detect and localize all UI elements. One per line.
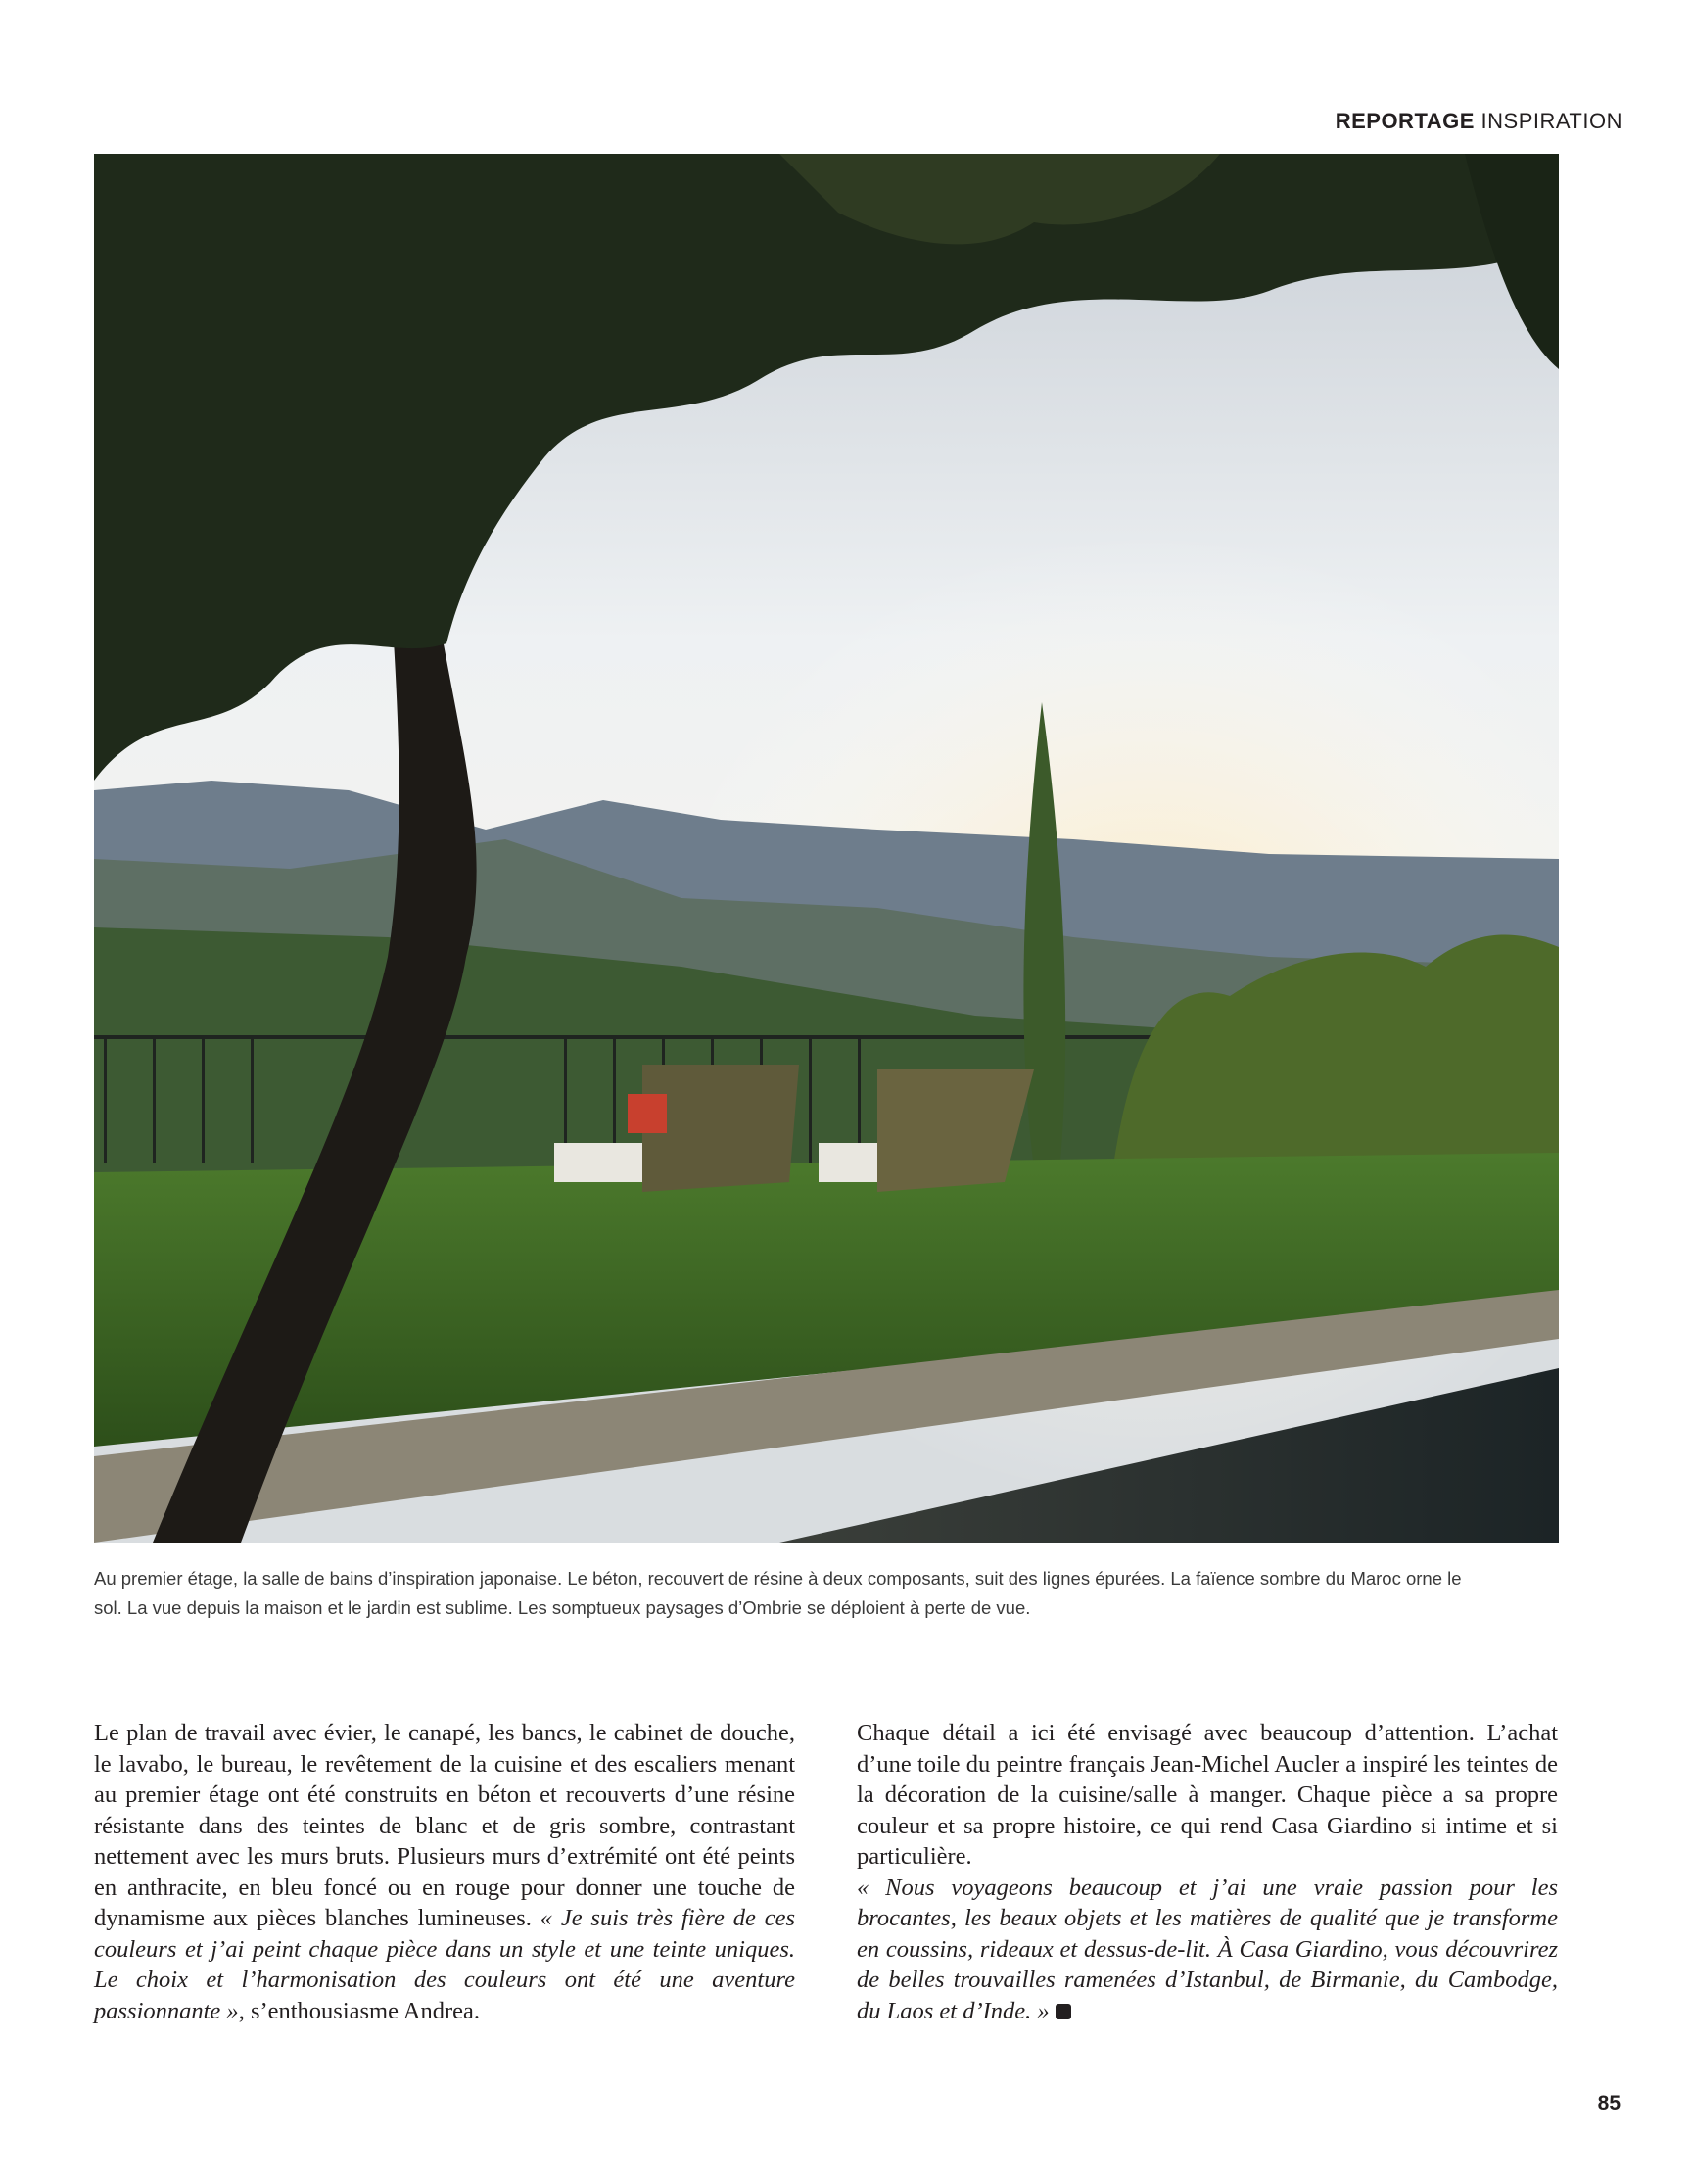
header-subsection: INSPIRATION bbox=[1480, 109, 1622, 133]
garden-view-photo bbox=[94, 154, 1559, 1543]
article-column-left bbox=[94, 1718, 795, 2026]
running-header bbox=[1336, 109, 1622, 134]
photo-caption: Au premier étage, la salle de bains d’inspiration japonaise. Le béton, recouvert de résine à deux composants, suit des lignes épurées. La faïence sombre du Maroc orne le sol. La vue depuis la maison et le jardin est sublime. Les somptueux paysages d’Ombrie se déploient à perte de vue. bbox=[94, 1568, 1462, 1618]
left-body: Le plan de travail avec évier, le canapé, les bancs, le cabinet de douche, le lavabo, le bureau, le revêtement de la cuisine et des escaliers menant au premier étage ont été construits en béton et recouverts d’une résine résistante dans des teintes de blanc et de gris sombre, contrastant nettement avec les murs bruts. Plusieurs murs d’extrémité ont été peints en anthracite, en bleu foncé ou en rouge pour donner une touche de dynamisme aux pièces blanches lumineuses. bbox=[94, 1720, 795, 1931]
left-paragraph bbox=[94, 1718, 795, 2026]
article-column-right bbox=[857, 1718, 1558, 2026]
page-number: 85 bbox=[1597, 2092, 1621, 2114]
header-section: REPORTAGE bbox=[1335, 109, 1475, 133]
right-body: Chaque détail a ici été envisagé avec beaucoup d’attention. L’achat d’une toile du peintre français Jean-Michel Aucler a inspiré les teintes de la décoration de la cuisine/salle à manger. Chaque pièce a sa propre couleur et sa propre histoire, ce qui rend Casa Giardino si intime et si particulière. bbox=[857, 1720, 1558, 1870]
right-quote-paragraph bbox=[857, 1873, 1558, 2027]
right-quote: « Nous voyageons beaucoup et j’ai une vraie passion pour les brocantes, les beaux objets et les matières de qualité que je transforme en coussins, rideaux et dessus-de-lit. À Casa Giardino, vous découvrirez de belles trouvailles ramenées d’Istanbul, de Birmanie, du Cambodge, du Laos et d’Inde. » bbox=[857, 1874, 1558, 2024]
left-attribution: , s’enthousiasme Andrea. bbox=[238, 1997, 480, 2024]
end-of-article-icon bbox=[1056, 2004, 1071, 2019]
left-quote: « Je suis très fière de ces couleurs et j’ai peint chaque pièce dans un style et une teinte uniques. Le choix et l’harmonisation des couleurs ont été une aventure passionnante » bbox=[94, 1905, 795, 2024]
